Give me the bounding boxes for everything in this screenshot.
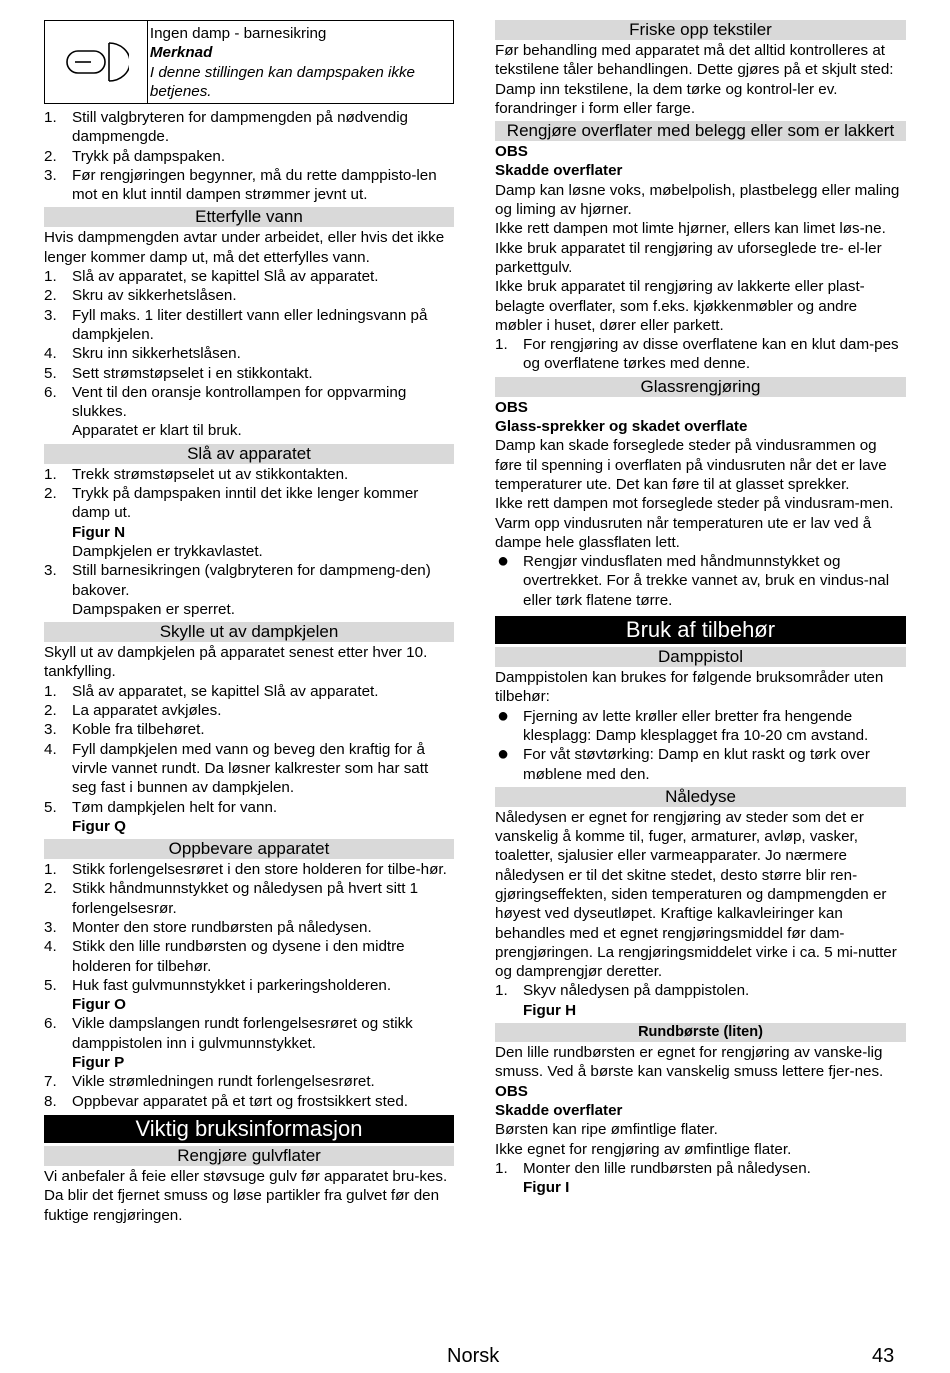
note-text: I denne stillingen kan dampspaken ikke betjenes. [149, 63, 415, 100]
list-item: 6. Vent til den oransje kontrollampen for oppvarming slukkes. [44, 383, 407, 421]
result-text: Apparatet er klart til bruk. [72, 422, 242, 440]
warning-title: Skadde overflater [495, 162, 623, 180]
paragraph: Varm opp vindusruten når temperaturen ute er lav ved å dampe hele glassflaten lett. [495, 514, 872, 551]
section-heading: Friske opp tekstiler [495, 20, 906, 40]
obs-label: OBS [495, 398, 528, 416]
list-item: 2. Trykk på dampspaken. [44, 147, 226, 165]
obs-label: OBS [495, 143, 528, 161]
section-heading: Rengjøre gulvflater [44, 1146, 454, 1166]
section-heading: Nåledyse [495, 787, 906, 807]
list-item: 3. Still barnesikringen (valgbryteren for dampmeng-den) bakover. Dampspaken er sperret. [44, 561, 454, 619]
list-item: 4. Skru inn sikkerhetslåsen. [44, 345, 241, 363]
bullet-list [495, 552, 906, 610]
steps-list [44, 267, 454, 421]
list-item: ● Rengjør vindusflaten med håndmunnstykket og overtrekket. For å trekke vannet av, bruk en vindus-nal eller tørk flatene tørre. [497, 550, 890, 609]
paragraph: Ikke bruk apparatet til rengjøring av uforseglede tre- el-ler parkettgulv. [495, 239, 882, 276]
warning-title: Glass-sprekker og skadet overflate [495, 418, 748, 436]
list-item: 1. Slå av apparatet, se kapittel Slå av apparatet. [44, 268, 379, 286]
paragraph: Ikke rett dampen mot forseglede steder på vindusram-men. [495, 495, 894, 513]
list-item: 3. Koble fra tilbehøret. [44, 721, 205, 739]
left-column [44, 20, 454, 1225]
steps-list [495, 335, 906, 374]
paragraph: Hvis dampmengden avtar under arbeidet, eller hvis det ikke lenger kommer damp ut, må det etterfylles vann. [44, 229, 445, 266]
steps-list [44, 465, 454, 619]
list-item: 7. Vikle strømledningen rundt forlengelsesrøret. [44, 1073, 375, 1091]
note-box [44, 20, 454, 104]
section-heading: Oppbevare apparatet [44, 839, 454, 859]
bullet-list [495, 704, 906, 784]
paragraph: Ikke egnet for rengjøring av ømfintlige flater. [495, 1140, 792, 1158]
result-text: Dampspaken er sperret. [72, 600, 235, 618]
right-column [495, 20, 906, 1197]
chapter-heading: Bruk af tilbehør [495, 616, 906, 644]
list-item: 1. For rengjøring av disse overflatene kan en klut dam-pes og overflatene tørkes med denne. [495, 336, 899, 373]
note-title: Ingen damp - barnesikring [149, 25, 327, 42]
result-text: Dampkjelen er trykkavlastet. [72, 542, 263, 560]
section-heading: Glassrengjøring [495, 377, 906, 397]
list-item: 3. Fyll maks. 1 liter destillert vann eller ledningsvann på dampkjelen. [44, 306, 428, 343]
figure-ref: Figur O [72, 996, 126, 1014]
list-item: 1. Stikk forlengelsesrøret i den store holderen for tilbe-hør. [44, 861, 447, 879]
paragraph: Før behandling med apparatet må det alltid kontrolleres at tekstilene tåler behandlingen. Dette gjøres på et skjult sted: Damp inn tekstilene, la dem tørke og kontrol-ler ev. forandringer i form eller farge. [495, 42, 894, 117]
bullet-icon: ● [497, 704, 510, 727]
steps-list [44, 860, 454, 1111]
paragraph: Børsten kan ripe ømfintlige flater. [495, 1121, 718, 1139]
list-item: 2. Stikk håndmunnstykket og nåledysen på hvert sitt 1 forlengelsesrør. [44, 880, 419, 917]
section-heading: Skylle ut av dampkjelen [44, 622, 454, 642]
list-item: 3. Monter den store rundbørsten på nåledysen. [44, 918, 372, 936]
steps-list [44, 108, 454, 204]
paragraph: Ikke rett dampen mot limte hjørner, ellers kan limet løs-ne. [495, 220, 886, 238]
list-item: 3. Før rengjøringen begynner, må du rette damppisto-len mot en klut inntil dampen strømmer jevnt ut. [44, 166, 437, 204]
list-item: 5. Sett strømstøpselet i en stikkontakt. [44, 364, 313, 382]
figure-ref: Figur P [72, 1054, 125, 1072]
list-item: ● Fjerning av lette krøller eller bretter fra hengende klesplagg: Damp klesplagget fra 10-20 cm avstand. [497, 704, 869, 744]
list-item: 2. La apparatet avkjøles. [44, 702, 222, 720]
steam-lock-icon [45, 21, 148, 103]
steps-list [495, 981, 906, 1020]
chapter-heading: Viktig bruksinformasjon [44, 1115, 454, 1143]
steps-list [44, 682, 454, 836]
list-item: 4. Stikk den lille rundbørsten og dysene i den midtre holderen for tilbehør. [44, 938, 405, 975]
paragraph: Damp kan løsne voks, møbelpolish, plastbelegg eller maling og liming av hjørner. [495, 181, 900, 219]
paragraph: Vi anbefaler å feie eller støvsuge gulv før apparatet bru-kes. Da blir det fjernet smuss og løse partikler fra gulvet før den fuktige rengjøringen. [44, 1167, 448, 1224]
section-heading: Etterfylle vann [44, 207, 454, 227]
steps-list [495, 1159, 906, 1198]
list-item: 2. Skru av sikkerhetslåsen. [44, 287, 237, 305]
list-item: 5. Huk fast gulvmunnstykket i parkeringsholderen. Figur O [44, 976, 454, 1015]
warning-title: Skadde overflater [495, 1101, 623, 1119]
list-item: 4. Fyll dampkjelen med vann og beveg den kraftig for å virvle vannet rundt. Da løsner kalkrester som har satt seg fast i bunnen av dampkjelen. [44, 740, 429, 797]
paragraph: Den lille rundbørsten er egnet for rengjøring av vanske-lig smuss. Ved å børste kan vanskelig smuss lettere fjer-nes. [495, 1044, 884, 1081]
list-item: 1. Trekk strømstøpselet ut av stikkontakten. [44, 465, 349, 483]
section-heading: Rengjøre overflater med belegg eller som er lakkert [495, 121, 906, 141]
obs-label: OBS [495, 1082, 528, 1100]
figure-ref: Figur Q [72, 817, 126, 835]
section-heading: Slå av apparatet [44, 444, 454, 464]
bullet-icon: ● [497, 550, 510, 573]
footer-language: Norsk [447, 1345, 500, 1367]
bullet-icon: ● [497, 743, 510, 766]
list-item: 6. Vikle dampslangen rundt forlengelsesrøret og stikk damppistolen inn i gulvmunnstykket. Figur P [44, 1014, 454, 1072]
paragraph: Nåledysen er egnet for rengjøring av steder som det er vanskelig å komme til, fuger, armaturer, avløp, vasker, toaletter, sjalusier eller varmeapparater. Jo nærmere nåledysen er til det skitne stedet, desto større blir ren-gjøringseffekten, siden temperaturen og dampmengden er høyest ved dyseutløpet. Kraftige kalkavleiringer kan behandles med et egnet rengjøringsmiddel før dam-prengjøringen. La rengjøringsmiddelet virke i ca. 5 mi-nutter og damprengjør deretter. [495, 808, 897, 981]
note-label: Merknad [149, 44, 213, 62]
figure-ref: Figur I [523, 1179, 570, 1197]
paragraph: Damp kan skade forseglede steder på vindusrammen og føre til spenning i overflaten på vindusruten når det er lave temperaturer ute. Det kan føre til at glasset sprekker. [495, 437, 887, 493]
list-item: 8. Oppbevar apparatet på et tørt og frostsikkert sted. [44, 1092, 408, 1110]
paragraph: Skyll ut av dampkjelen på apparatet senest etter hver 10. tankfylling. [44, 644, 428, 681]
page-number: 43 [872, 1345, 895, 1367]
list-item: 1. Monter den lille rundbørsten på nåledysen. Figur I [495, 1159, 906, 1198]
figure-ref: Figur H [523, 1001, 577, 1019]
list-item: ● For våt støvtørking: Damp en klut raskt og tørk over møblene med den. [497, 743, 870, 783]
subsection-heading: Rundbørste (liten) [495, 1023, 906, 1042]
list-item: 5. Tøm dampkjelen helt for vann. Figur Q [44, 798, 454, 837]
paragraph: Damppistolen kan brukes for følgende bruksområder uten tilbehør: [495, 669, 884, 706]
paragraph: Ikke bruk apparatet til rengjøring av lakkerte eller plast-belagte overflater, som f.eks. kjøkkenmøbler og andre møbler i huset, dører eller parkett. [495, 278, 865, 334]
section-heading: Damppistol [495, 647, 906, 667]
list-item: 1. Slå av apparatet, se kapittel Slå av apparatet. [44, 682, 379, 700]
list-item: 1. Skyv nåledysen på damppistolen. Figur H [495, 981, 906, 1020]
list-item: 1. Still valgbryteren for dampmengden på nødvendig dampmengde. [44, 109, 409, 146]
figure-ref: Figur N [72, 523, 126, 541]
list-item: 2. Trykk på dampspaken inntil det ikke lenger kommer damp ut. Figur N Dampkjelen er trykkavlastet. [44, 484, 454, 561]
